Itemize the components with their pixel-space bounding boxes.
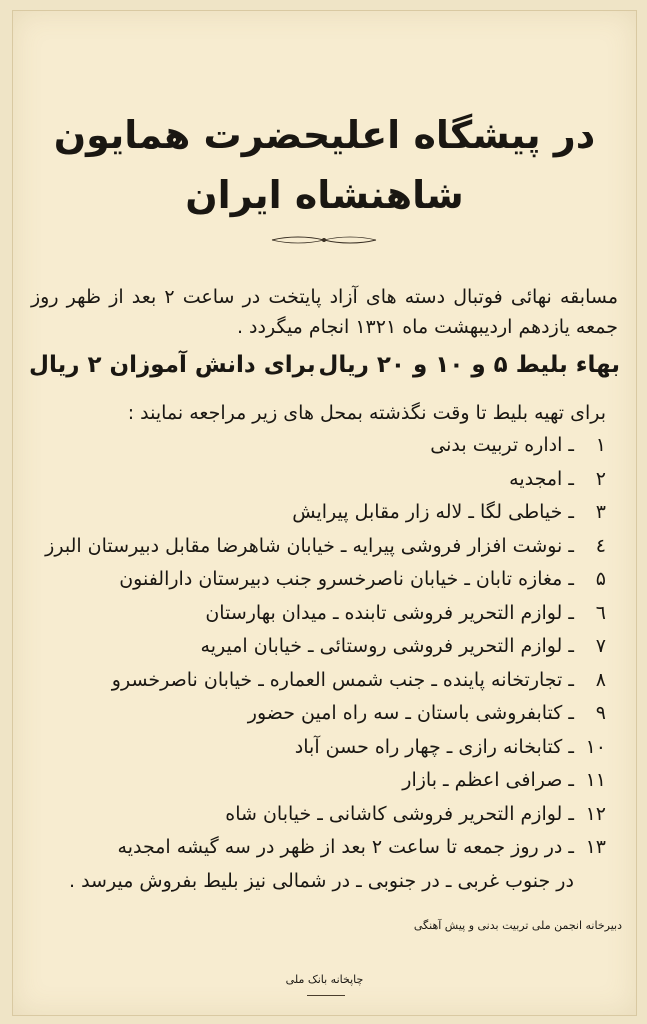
poster-title-line1: در پیشگاه اعلیحضرت همایون — [53, 113, 596, 157]
list-item-number: ۱۰ — [585, 735, 606, 758]
list-item — [25, 463, 606, 497]
list-item-text: ـ کتابفروشی باستان ـ سه راه امین حضور — [247, 702, 574, 724]
list-item-number: ۹ — [595, 702, 606, 724]
list-item — [25, 697, 606, 731]
list-item-number: ۸ — [595, 668, 606, 691]
issuer-note: دبیرخانه انجمن ملی تربیت بدنی و پیش آهنگی — [413, 919, 622, 932]
list-item-number: ۱۲ — [585, 802, 606, 825]
list-item-text: ـ در روز جمعه تا ساعت ۲ بعد از ظهر در سه گیشه امجدیه — [117, 836, 574, 858]
list-item — [25, 496, 606, 530]
list-item-text: ـ تجارتخانه پاینده ـ جنب شمس العماره ـ خیابان ناصرخسرو — [111, 668, 574, 691]
list-item-number: ۳ — [595, 501, 606, 523]
ticket-price: بهاء بلیط ۵ و ۱۰ و ۲۰ ریال — [318, 352, 620, 378]
list-item-number: ۵ — [595, 568, 606, 590]
list-item — [25, 429, 606, 463]
list-item-number: ۱ — [595, 434, 606, 456]
list-item — [25, 731, 606, 765]
ticket-locations-list — [25, 429, 606, 898]
poster-sheet — [12, 10, 637, 1016]
list-item — [25, 865, 606, 899]
list-item-number: ۱۱ — [585, 769, 606, 791]
list-item-text: ـ اداره تربیت بدنی — [430, 434, 574, 456]
list-item-text: در جنوب غربی ـ در جنوبی ـ در شمالی نیز بلیط بفروش میرسد . — [69, 869, 574, 892]
list-item — [25, 664, 606, 698]
list-item-text: ـ لوازم التحریر فروشی تابنده ـ میدان بهارستان — [205, 601, 574, 624]
price-line — [29, 345, 620, 385]
list-item-number: ۱۳ — [585, 836, 606, 858]
list-item — [25, 597, 606, 631]
printer-rule — [307, 995, 345, 996]
list-item-number: ٦ — [595, 601, 606, 624]
list-item-text: ـ لوازم التحریر فروشی کاشانی ـ خیابان شاه — [225, 802, 574, 825]
printer-imprint: چاپخانه بانک ملی — [285, 973, 364, 986]
list-item-text: ـ مغازه تابان ـ خیابان ناصرخسرو جنب دبیرستان دارالفنون — [119, 568, 574, 590]
poster-title-line2: شاهنشاه ایران — [185, 173, 464, 217]
list-item-text: ـ خیاطی لگا ـ لاله زار مقابل پیرایش — [292, 501, 574, 523]
list-item-text: ـ لوازم التحریر فروشی روستائی ـ خیابان امیریه — [200, 635, 574, 657]
list-item — [25, 764, 606, 798]
list-item — [25, 563, 606, 597]
list-item-text: ـ صرافی اعظم ـ بازار — [402, 769, 574, 791]
list-item — [25, 630, 606, 664]
list-item-number: ۲ — [595, 467, 606, 490]
list-item-number: ۷ — [595, 635, 606, 657]
list-item-text: ـ نوشت افزار فروشی پیرایه ـ خیابان شاهرضا مقابل دبیرستان البرز — [45, 534, 574, 557]
list-item — [25, 831, 606, 865]
student-price: برای دانش آموزان ۲ ریال — [29, 352, 316, 378]
list-item-text: ـ کتابخانه رازی ـ چهار راه حسن آباد — [294, 735, 574, 758]
refer-text: برای تهیه بلیط تا وقت نگذشته بمحل های زیر مراجعه نمایند : — [127, 402, 606, 424]
list-item-number: ٤ — [595, 534, 606, 557]
list-item — [25, 530, 606, 564]
ornament-divider-icon — [268, 233, 380, 247]
list-item — [25, 798, 606, 832]
list-item-text: ـ امجدیه — [509, 467, 574, 490]
intro-paragraph: مسابقه نهائی فوتبال دسته های آزاد پایتخت در ساعت ۲ بعد از ظهر روز جمعه یازدهم اردیبهشت ماه ۱۳۲۱ انجام میگردد . — [31, 286, 618, 338]
